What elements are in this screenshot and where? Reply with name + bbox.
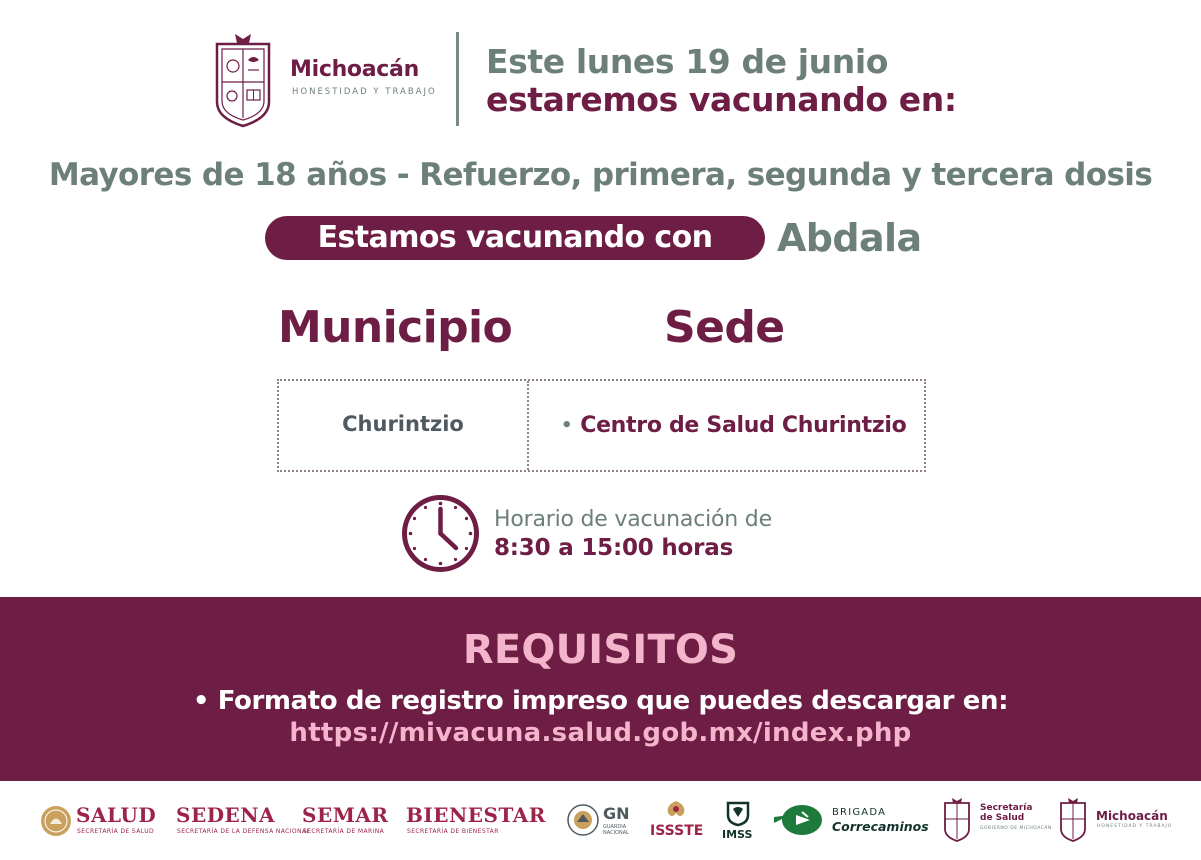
column-header-municipio: Municipio: [278, 302, 513, 353]
logo-issste: [648, 781, 708, 860]
footer-logos: [0, 781, 1201, 860]
imss-name: IMSS: [722, 828, 753, 841]
vaccine-name: Abdala: [777, 216, 922, 260]
schedule-hours: 8:30 a 15:00 horas: [494, 535, 734, 561]
footer-brand-motto: HONESTIDAD Y TRABAJO: [1097, 824, 1173, 829]
sedena-sub: SECRETARÍA DE LA DEFENSA NACIONAL: [177, 828, 311, 835]
clock-icon: [400, 493, 481, 574]
vaccine-row: [0, 214, 1201, 262]
semar-sub: SECRETARÍA DE MARINA: [303, 828, 385, 835]
brigada-line1: BRIGADA: [832, 807, 887, 818]
brand-name: Michoacán: [290, 57, 419, 82]
requirements-title: REQUISITOS: [462, 627, 739, 673]
headline: estaremos vacunando en:: [486, 80, 957, 119]
cell-municipio: Churintzio: [279, 381, 529, 470]
column-header-sede: Sede: [664, 302, 785, 353]
michoacan-crest-icon: [1058, 797, 1088, 843]
cell-sede: [529, 381, 924, 470]
vaccine-label-pill: Estamos vacunando con: [265, 216, 765, 260]
bienestar-sub: SECRETARÍA DE BIENESTAR: [407, 828, 499, 835]
salud-name: SALUD: [76, 803, 157, 827]
requirements-band: [0, 597, 1201, 781]
state-crest-icon: [211, 30, 275, 128]
gn-seal-icon: [567, 804, 599, 836]
footer-brand-name: Michoacán: [1096, 809, 1168, 823]
brand-motto: HONESTIDAD Y TRABAJO: [292, 87, 437, 97]
secretaria-line2: de Salud: [980, 813, 1025, 823]
header: [0, 0, 1201, 140]
issste-name: ISSSTE: [650, 823, 704, 839]
logo-semar: [302, 781, 394, 860]
imss-icon: [724, 799, 752, 827]
salud-sub: SECRETARÍA DE SALUD: [77, 828, 155, 835]
schedule-label: Horario de vacunación de: [494, 507, 772, 532]
date-line: Este lunes 19 de junio: [486, 42, 889, 81]
correcaminos-icon: [772, 803, 824, 837]
issste-icon: [662, 799, 690, 821]
logo-imss: [721, 781, 757, 860]
sedena-name: SEDENA: [176, 803, 276, 827]
logo-brigada-correcaminos: [772, 781, 930, 860]
audience-line: Mayores de 18 años - Refuerzo, primera, segunda y tercera dosis: [48, 157, 1153, 193]
secretaria-sub: GOBIERNO DE MICHOACÁN: [980, 826, 1052, 831]
secretaria-line1: Secretaría: [980, 803, 1033, 813]
logo-sedena: [176, 781, 311, 860]
gn-sub1: GUARDIA: [603, 824, 627, 830]
salud-seal-icon: [40, 805, 72, 837]
bullet: •: [561, 415, 573, 436]
gn-name: GN: [603, 804, 630, 823]
secretaria-crest-icon: [942, 797, 972, 843]
logo-michoacan: [1058, 781, 1173, 860]
logo-gn: [567, 781, 635, 860]
logo-secretaria-salud: [942, 781, 1052, 860]
requirement-item: • Formato de registro impreso que puedes descargar en:: [192, 686, 1009, 716]
table-row: [277, 379, 926, 472]
brigada-line2: Correcaminos: [832, 819, 929, 834]
header-divider: [456, 32, 459, 126]
logo-bienestar: [406, 781, 552, 860]
sede-name: Centro de Salud Churintzio: [580, 413, 907, 438]
requirement-url[interactable]: https://mivacuna.salud.gob.mx/index.php: [289, 718, 912, 748]
bienestar-name: BIENESTAR: [406, 803, 546, 827]
gn-sub2: NACIONAL: [603, 830, 629, 836]
logo-salud: [38, 781, 160, 860]
semar-name: SEMAR: [302, 803, 389, 827]
